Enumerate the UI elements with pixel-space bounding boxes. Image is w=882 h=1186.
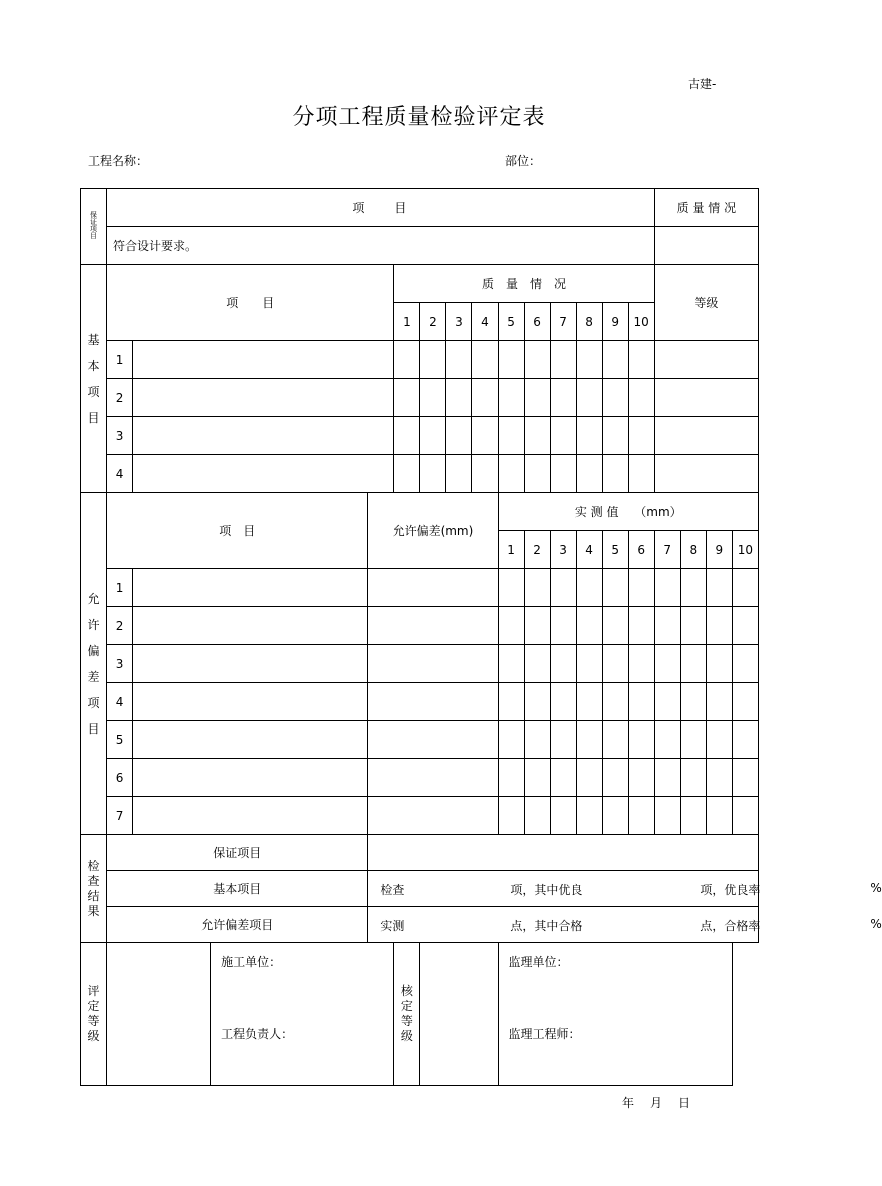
location-label: 部位： [505,154,542,168]
result-basic-pct: % [870,881,882,895]
tolerance-side-label: 允许偏差项目 [81,493,107,835]
project-leader-label: 工程负责人： [221,1027,294,1041]
tolerance-row-allowed [368,797,498,835]
construction-signature-cell [211,943,394,1086]
result-basic-summary [368,871,882,907]
tolerance-row [81,645,759,683]
tolerance-row [81,607,759,645]
tolerance-row-number: 1 [107,569,133,607]
tolerance-row [81,721,759,759]
result-basic-rate: 项，优良率 [700,883,761,897]
tolerance-row [81,797,759,835]
basic-row-item [133,455,394,493]
tolerance-col-2: 2 [524,531,550,569]
result-basic-label: 基本项目 [107,871,368,907]
tolerance-row-number: 5 [107,721,133,759]
result-tolerance-measure: 实测 [380,919,405,933]
date-line: 年 月 日 [622,1096,693,1110]
tolerance-row-item [133,645,368,683]
tolerance-row [81,759,759,797]
construction-unit-label: 施工单位： [221,955,282,969]
basic-col-2: 2 [420,303,446,341]
form-title: 分项工程质量检验评定表 [292,105,546,130]
basic-row [81,417,759,455]
tolerance-allowed-header: 允许偏差(mm) [368,493,498,569]
result-tolerance-summary [368,907,882,943]
result-guarantee-label: 保证项目 [107,835,368,871]
basic-side-label: 基本项目 [81,265,107,493]
tolerance-row-allowed [368,721,498,759]
basic-row [81,341,759,379]
evaluation-grade-cell [107,943,211,1086]
guarantee-item-header: 项 目 [107,189,655,227]
basic-col-8: 8 [576,303,602,341]
basic-grade-header: 等级 [654,265,758,341]
result-side-label: 检查结果 [81,835,107,943]
guarantee-quality-cell [654,227,758,265]
tolerance-row-item [133,683,368,721]
supervision-unit-label: 监理单位： [508,955,569,969]
tolerance-row-number: 2 [107,607,133,645]
tolerance-col-8: 8 [680,531,706,569]
basic-row-item [133,341,394,379]
tolerance-col-6: 6 [628,531,654,569]
tolerance-row-item [133,569,368,607]
basic-row-item [133,417,394,455]
tolerance-item-header: 项 目 [107,493,368,569]
basic-col-3: 3 [446,303,472,341]
basic-row [81,379,759,417]
basic-row-grade [654,341,758,379]
result-tolerance-pct: % [870,917,882,931]
basic-col-7: 7 [550,303,576,341]
basic-row-number: 4 [107,455,133,493]
tolerance-row-number: 7 [107,797,133,835]
project-name-label: 工程名称： [88,154,149,168]
tolerance-row-allowed [368,607,498,645]
tolerance-col-9: 9 [706,531,732,569]
supervision-engineer-label: 监理工程师： [508,1027,581,1041]
basic-col-5: 5 [498,303,524,341]
tolerance-row-number: 3 [107,645,133,683]
tolerance-row [81,683,759,721]
tolerance-row-allowed [368,645,498,683]
tolerance-col-1: 1 [498,531,524,569]
basic-row-number: 2 [107,379,133,417]
basic-row [81,455,759,493]
result-basic-check: 检查 [380,883,405,897]
basic-col-4: 4 [472,303,498,341]
tolerance-row-item [133,721,368,759]
tolerance-row-item [133,797,368,835]
basic-col-6: 6 [524,303,550,341]
evaluation-side-label: 评定等级 [81,943,107,1086]
result-guarantee-value [368,835,759,871]
tolerance-row-allowed [368,759,498,797]
result-basic-mid: 项，其中优良 [510,883,583,897]
guarantee-side-label: 保证项目 [81,189,107,265]
result-tolerance-rate: 点，合格率 [700,919,761,933]
basic-col-9: 9 [602,303,628,341]
basic-row-item [133,379,394,417]
basic-item-header: 项 目 [107,265,394,341]
form-code: 古建- [688,77,717,91]
tolerance-row-number: 4 [107,683,133,721]
tolerance-measured-header: 实 测 值 （mm） [498,493,758,531]
tolerance-col-10: 10 [732,531,758,569]
result-tolerance-mid: 点，其中合格 [510,919,583,933]
supervision-signature-cell [498,943,732,1086]
tolerance-row-allowed [368,683,498,721]
tolerance-row-number: 6 [107,759,133,797]
tolerance-row-allowed [368,569,498,607]
basic-row-number: 1 [107,341,133,379]
guarantee-quality-header: 质 量 情 况 [654,189,758,227]
tolerance-row [81,569,759,607]
tolerance-col-3: 3 [550,531,576,569]
basic-col-10: 10 [628,303,654,341]
basic-row-grade [654,455,758,493]
tolerance-col-5: 5 [602,531,628,569]
guarantee-row-text: 符合设计要求。 [107,227,655,265]
basic-row-grade [654,379,758,417]
tolerance-col-7: 7 [654,531,680,569]
tolerance-row-item [133,607,368,645]
tolerance-col-4: 4 [576,531,602,569]
basic-col-1: 1 [394,303,420,341]
verify-grade-cell [420,943,498,1086]
basic-quality-header: 质 量 情 况 [394,265,654,303]
verify-grade-label: 核定等级 [394,943,420,1086]
result-tolerance-label: 允许偏差项目 [107,907,368,943]
basic-row-grade [654,417,758,455]
tolerance-row-item [133,759,368,797]
evaluation-form-table [80,188,882,1086]
basic-row-number: 3 [107,417,133,455]
